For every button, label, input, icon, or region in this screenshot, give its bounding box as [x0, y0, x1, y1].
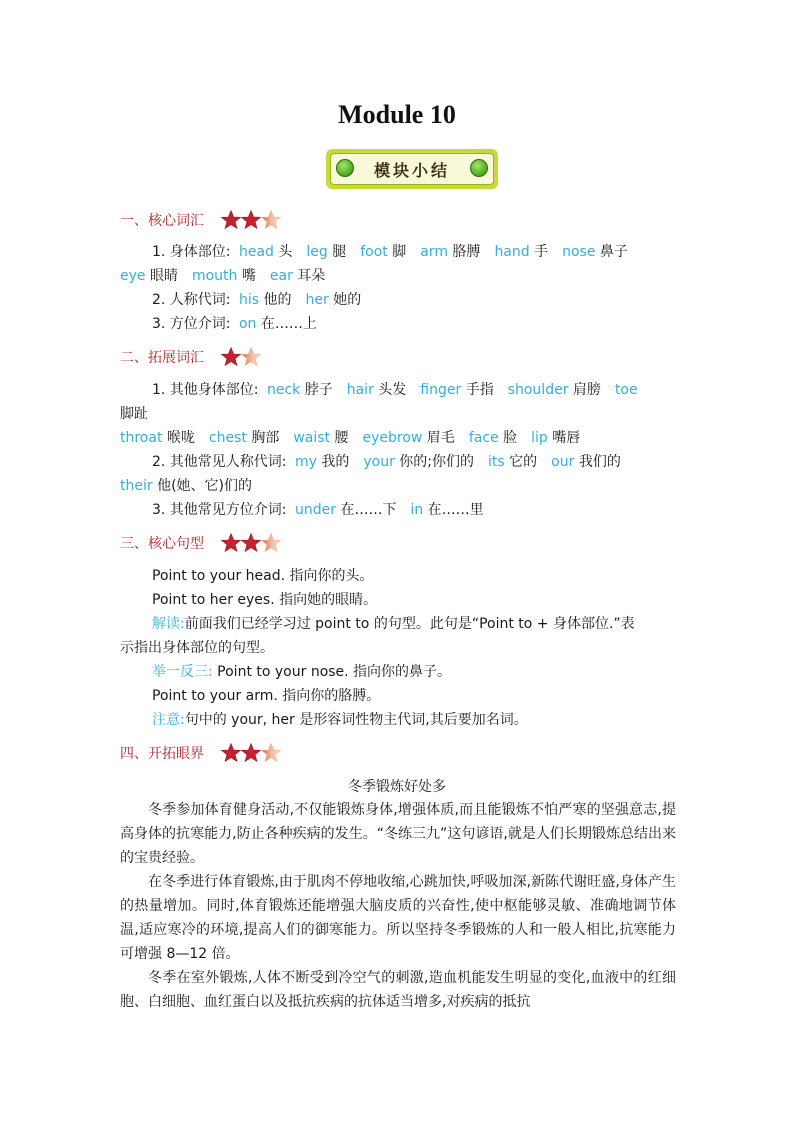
example-line: 举一反三: Point to your nose. 指向你的鼻子。 [152, 664, 452, 680]
vocab-word: ear [269, 268, 293, 284]
vocab-word: arm [420, 244, 448, 260]
rating-stars [220, 532, 280, 554]
core-vocab-line-4: 3. 方位介词: on 在……上 [152, 316, 317, 332]
vocab-word: waist [293, 430, 331, 446]
star-icon [260, 209, 282, 231]
vocab-meaning: 在……上 [256, 316, 317, 332]
vocab-meaning: 腿 [327, 244, 347, 260]
vocab-meaning: 耳朵 [292, 268, 326, 284]
vocab-word: hand [494, 244, 530, 260]
vocab-word: my [294, 454, 317, 470]
star-icon [220, 532, 242, 554]
star-icon [220, 209, 242, 231]
ext-vocab-line-1-wrap: 脚趾 [120, 406, 148, 422]
vocab-meaning: 手指 [461, 382, 494, 398]
vocab-word: your [363, 454, 395, 470]
star-icon [240, 346, 262, 368]
sentence-1: Point to your head. 指向你的头。 [152, 568, 374, 584]
note-line: 注意:句中的 your, her 是形容词性物主代词,其后要加名词。 [152, 712, 528, 728]
note-label: 注意: [152, 712, 185, 728]
vocab-word: shoulder [507, 382, 569, 398]
vocab-meaning: 手 [529, 244, 549, 260]
vocab-meaning: 在……里 [423, 502, 484, 518]
vocab-meaning: 肩膀 [568, 382, 601, 398]
badge-label: 模块小结 [373, 161, 450, 180]
vocab-meaning: 嘴唇 [547, 430, 581, 446]
vocab-word: nose [562, 244, 596, 260]
section-heading-horizons [120, 741, 280, 765]
sentence-3: Point to your arm. 指向你的胳膊。 [152, 688, 381, 704]
vocab-meaning: 鼻子 [595, 244, 628, 260]
section-label: 二、拓展词汇 [120, 350, 204, 366]
vocab-meaning: 脚 [387, 244, 407, 260]
vocab-word: its [488, 454, 505, 470]
vocab-meaning: 他的 [259, 292, 292, 308]
vocab-word: his [238, 292, 260, 308]
vocab-word: foot [360, 244, 388, 260]
article-title: 冬季锻炼好处多 [348, 779, 446, 795]
vocab-meaning: 它的 [504, 454, 538, 470]
vocab-word: their [120, 478, 153, 494]
article-paragraph-3: 冬季在室外锻炼,人体不断受到冷空气的刺激,造血机能发生明显的变化,血液中的红细胞、白细胞、血红蛋白以及抵抗疾病的抗体适当增多,对疾病的抵抗 [120, 970, 676, 1010]
vocab-word: throat [120, 430, 163, 446]
vocab-meaning: 我的 [316, 454, 350, 470]
vocab-word: chest [208, 430, 247, 446]
vocab-meaning: 脖子 [300, 382, 333, 398]
star-icon [220, 346, 242, 368]
ext-vocab-line-1: 1. 其他身体部位: neck 脖子 hair 头发 finger 手指 shoulder 肩膀 toe [152, 382, 638, 398]
vocab-word: head [238, 244, 274, 260]
core-vocab-line-2 [120, 266, 325, 286]
ext-vocab-line-3: 2. 其他常见人称代词: my 我的 your 你的;你们的 its 它的 our 我们的 [152, 454, 621, 470]
example-label: 举一反三: [152, 664, 213, 680]
ext-vocab-line-2 [120, 428, 580, 448]
sentence-2: Point to her eyes. 指向她的眼睛。 [152, 592, 378, 608]
module-summary-badge [326, 149, 498, 189]
vocab-meaning: 喉咙 [162, 430, 195, 446]
rating-stars [220, 742, 280, 764]
vocab-word: our [551, 454, 575, 470]
vocab-word: leg [306, 244, 328, 260]
rating-stars [220, 209, 280, 231]
star-icon [220, 742, 242, 764]
section-label: 四、开拓眼界 [120, 746, 204, 762]
rating-stars [220, 346, 260, 368]
section-heading-sentences [120, 531, 280, 555]
vocab-word: eyebrow [362, 430, 423, 446]
vocab-meaning: 眉毛 [422, 430, 455, 446]
vocab-meaning: 脸 [498, 430, 518, 446]
vocab-word: face [468, 430, 499, 446]
vocab-word: on [238, 316, 257, 332]
vocab-meaning: 你的;你们的 [394, 454, 475, 470]
vocab-meaning: 腰 [330, 430, 349, 446]
vocab-meaning: 胳膊 [447, 244, 481, 260]
core-vocab-line-1: 1. 身体部位: head 头 leg 腿 foot 脚 arm 胳膊 hand 手 nose 鼻子 [152, 244, 628, 260]
vocab-meaning: 胸部 [246, 430, 280, 446]
vocab-word: in [410, 502, 424, 518]
vocab-word: her [305, 292, 329, 308]
vocab-word: neck [266, 382, 301, 398]
section-label: 一、核心词汇 [120, 213, 204, 229]
vocab-word: under [294, 502, 336, 518]
explanation-label: 解读: [152, 616, 185, 632]
section-heading-ext-vocab [120, 345, 260, 369]
explanation-line: 解读:前面我们已经学习过 point to 的句型。此句是“Point to + 身体部位.”表 [152, 616, 635, 632]
vocab-word: toe [614, 382, 638, 398]
star-icon [240, 742, 262, 764]
vocab-meaning: 我们的 [574, 454, 621, 470]
star-icon [240, 532, 262, 554]
vocab-meaning: 头发 [373, 382, 407, 398]
vocab-meaning: 她的 [328, 292, 362, 308]
vocab-meaning: 嘴 [237, 268, 256, 284]
ext-vocab-line-5: 3. 其他常见方位介词: under 在……下 in 在……里 [152, 502, 484, 518]
vocab-meaning: 在……下 [336, 502, 397, 518]
article-paragraph-1: 冬季参加体育健身活动,不仅能锻炼身体,增强体质,而且能锻炼不怕严寒的坚强意志,提高身体的抗寒能力,防止各种疾病的发生。“冬练三九”这句谚语,就是人们长期锻炼总结出来的宝贵经验。 [120, 802, 676, 866]
vocab-meaning: 他(她、它)们的 [152, 478, 252, 494]
vocab-meaning: 眼睛 [145, 268, 178, 284]
section-heading-core-vocab [120, 208, 280, 232]
article-paragraph-2: 在冬季进行体育锻炼,由于肌肉不停地收缩,心跳加快,呼吸加深,新陈代谢旺盛,身体产生的热量增加。同时,体育锻炼还能增强大脑皮质的兴奋性,使中枢能够灵敏、准确地调节体温,适应寒冷的环境,提高人们的御寒能力。所以坚持冬季锻炼的人和一般人相比,抗寒能力可增强 8—12 倍。 [120, 874, 676, 962]
core-vocab-line-3: 2. 人称代词: his 他的 her 她的 [152, 292, 362, 308]
explanation-line-2: 示指出身体部位的句型。 [120, 640, 274, 656]
vocab-word: mouth [191, 268, 238, 284]
section-label: 三、核心句型 [120, 536, 204, 552]
page-title: Module 10 [338, 100, 456, 129]
vocab-word: hair [346, 382, 374, 398]
ext-vocab-line-4 [120, 476, 252, 496]
star-icon [260, 742, 282, 764]
vocab-word: finger [420, 382, 462, 398]
vocab-meaning: 头 [273, 244, 293, 260]
vocab-word: eye [120, 268, 146, 284]
star-icon [260, 532, 282, 554]
star-icon [240, 209, 262, 231]
vocab-word: lip [531, 430, 548, 446]
